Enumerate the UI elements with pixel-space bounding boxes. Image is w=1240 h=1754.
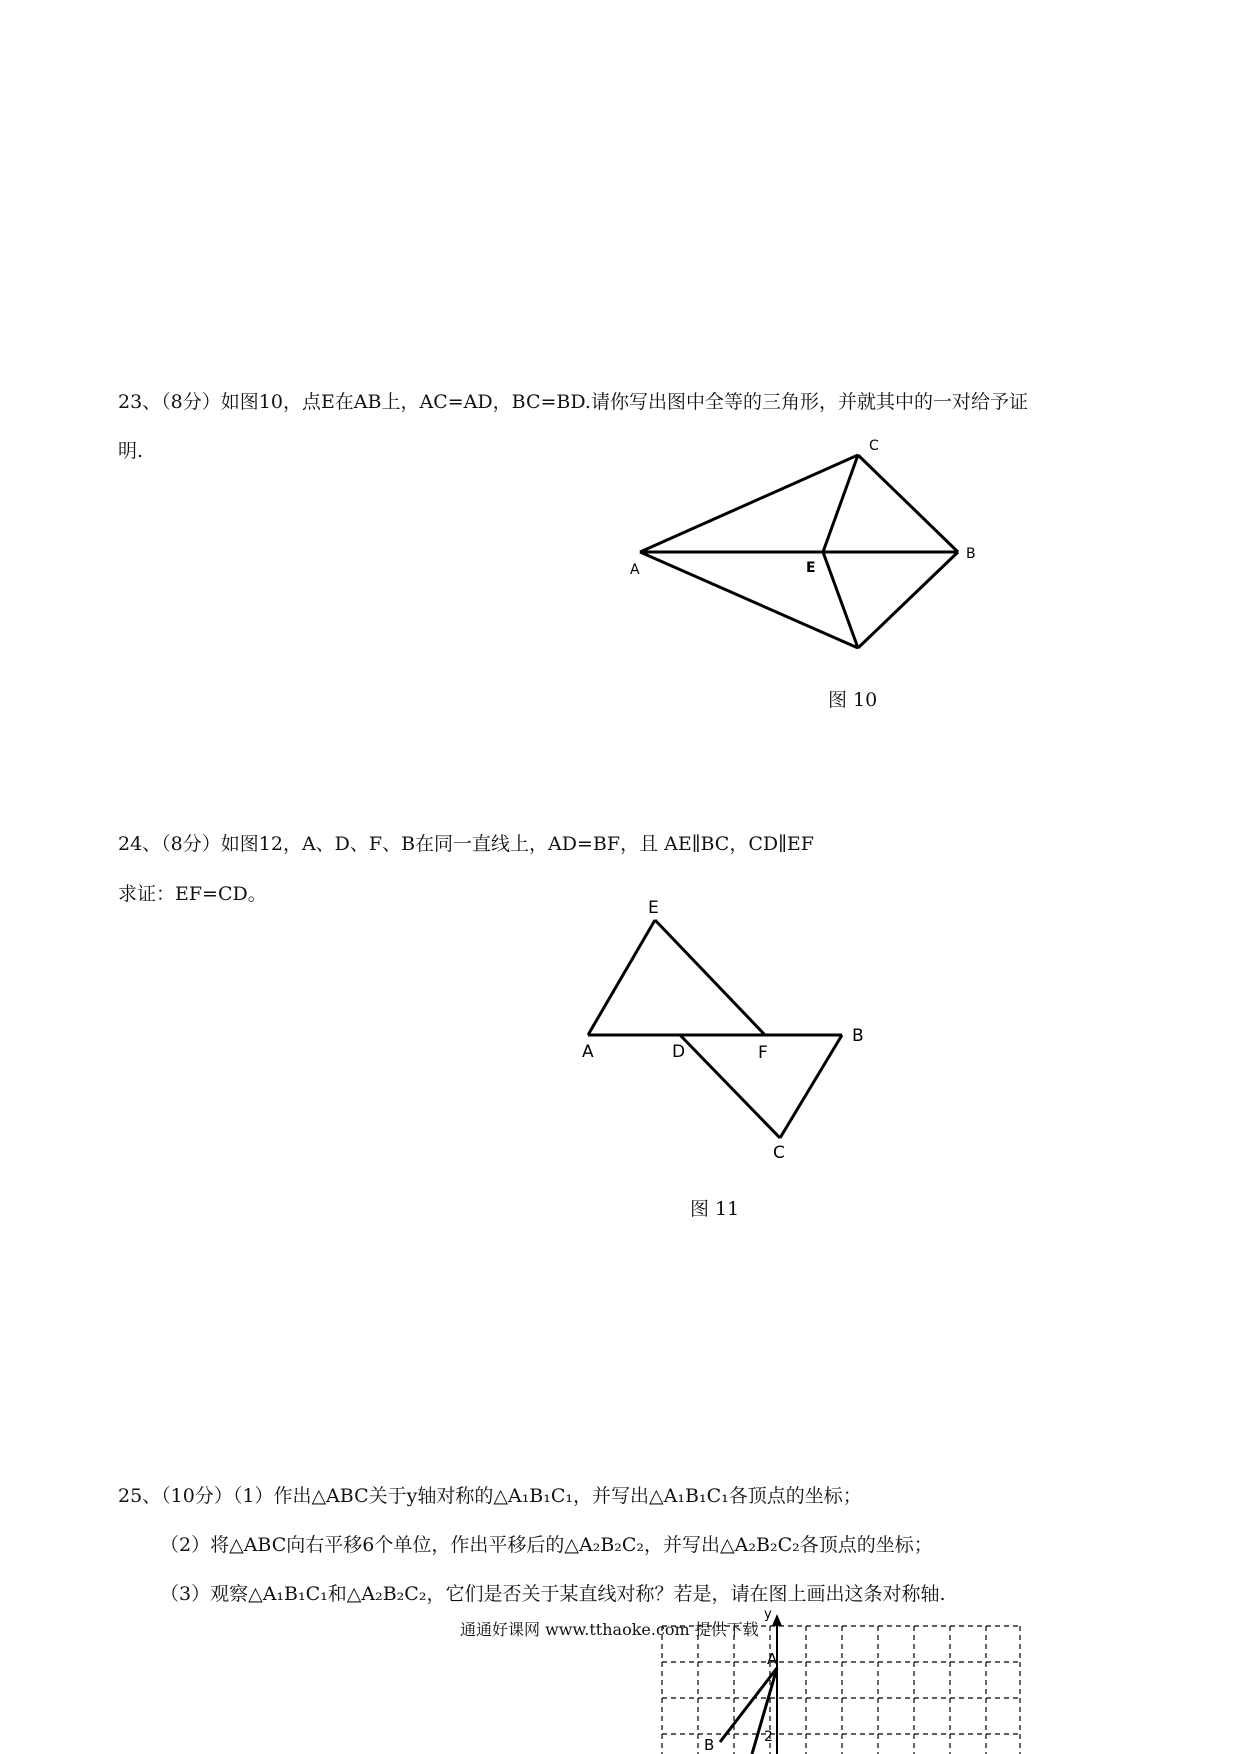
- label-e: E: [648, 898, 659, 918]
- q25-line1: 25、（10分）（1）作出△ABC关于y轴对称的△A₁B₁C₁，并写出△A₁B₁C₁各顶点的坐标；: [118, 1485, 862, 1507]
- tick-2: 2: [764, 1729, 773, 1745]
- label-b: B: [704, 1736, 715, 1754]
- label-c: C: [773, 1143, 785, 1163]
- figure-10: [628, 430, 976, 650]
- label-c: C: [869, 438, 879, 454]
- q24-line2: 求证：EF=CD。: [118, 883, 267, 905]
- segment-ad: [640, 552, 858, 648]
- label-a: A: [630, 562, 640, 578]
- figure-10-caption: 图 10: [828, 689, 878, 711]
- label-d: D: [672, 1042, 686, 1062]
- segment-db: [858, 552, 958, 648]
- segment-ac: [640, 455, 858, 552]
- segment-cb: [858, 455, 958, 552]
- label-a: A: [582, 1042, 594, 1062]
- q23-line1: 23、（8分）如图10，点E在AB上，AC=AD，BC=BD.请你写出图中全等的三角形，并就其中的一对给予证: [118, 391, 1028, 413]
- segment-ef: [655, 920, 765, 1035]
- figure-11-caption: 图 11: [690, 1198, 740, 1220]
- page-footer: 通通好课网 www.tthaoke.com 提供下载: [460, 1620, 759, 1639]
- q24-line1: 24、（8分）如图12，A、D、F、B在同一直线上，AD=BF，且 AE∥BC，CD∥EF: [118, 833, 814, 855]
- segment-ae: [588, 920, 655, 1035]
- q25-line3: （3）观察△A₁B₁C₁和△A₂B₂C₂，它们是否关于某直线对称？若是，请在图上画出这条对称轴.: [160, 1583, 946, 1605]
- y-axis-arrow: [772, 1614, 782, 1626]
- segment-bc: [780, 1035, 842, 1138]
- q25-line2: （2）将△ABC向右平移6个单位，作出平移后的△A₂B₂C₂，并写出△A₂B₂C₂各顶点的坐标；: [160, 1534, 933, 1556]
- y-axis-label: y: [764, 1607, 772, 1622]
- label-a: A: [767, 1650, 778, 1668]
- grid-lines: [662, 1626, 1020, 1754]
- label-e: E: [806, 560, 816, 576]
- q23-line2: 明.: [118, 440, 144, 462]
- figure-11: [580, 895, 900, 1165]
- label-b: B: [852, 1026, 864, 1046]
- label-b: B: [966, 546, 976, 562]
- label-f: F: [758, 1043, 768, 1063]
